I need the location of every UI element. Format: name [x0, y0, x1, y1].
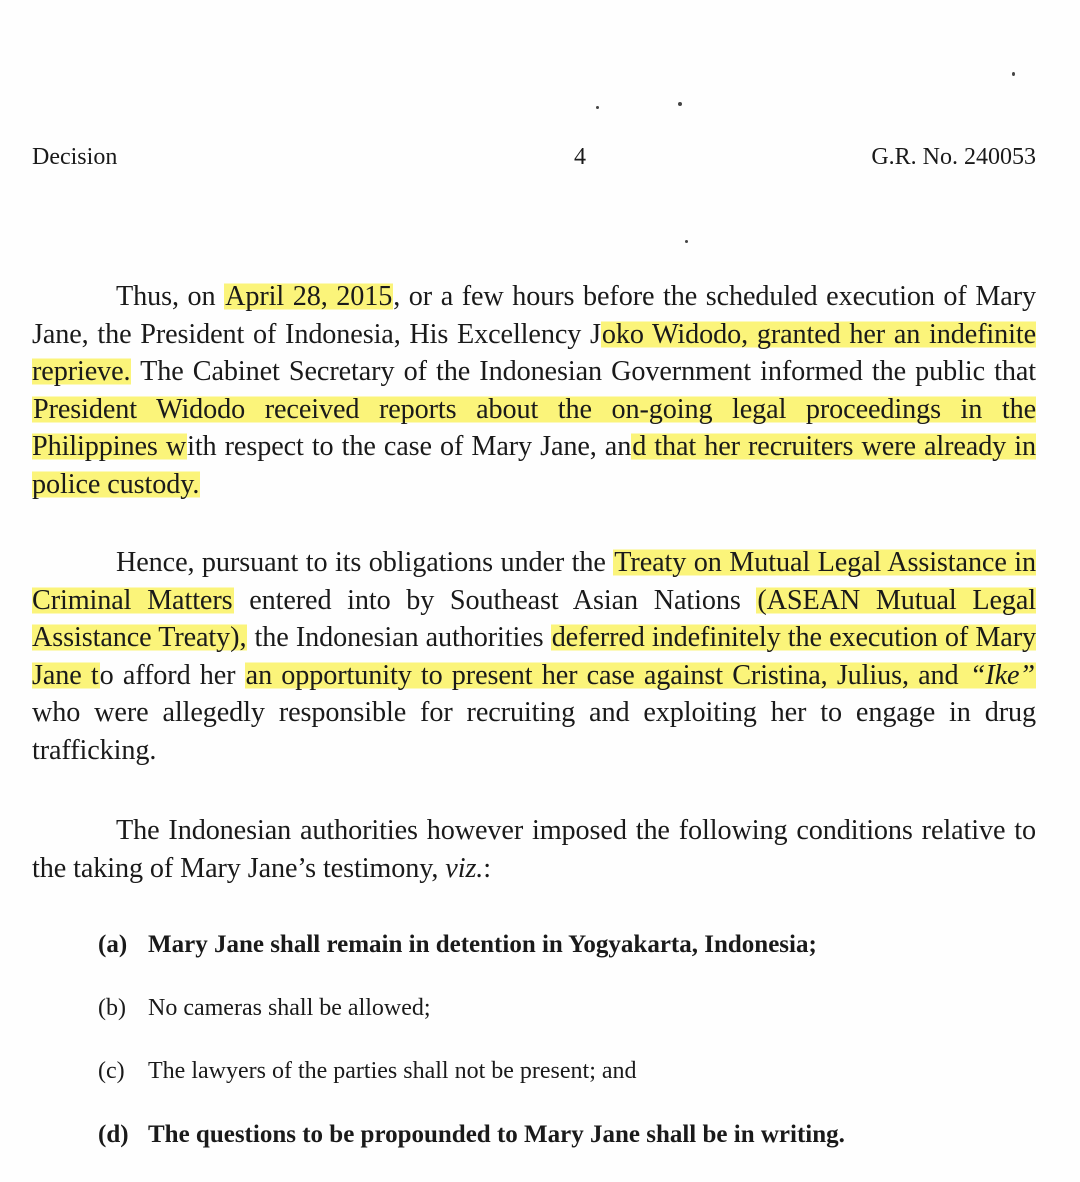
text: ith respect to the case of Mary Jane, an: [187, 431, 632, 462]
condition-label: (a): [98, 931, 128, 958]
highlight-opportunity: an opportunity to present her case against Cristina, Julius, and: [245, 659, 968, 691]
condition-a: [98, 931, 817, 959]
highlight-deferred: deferred indefinitely the execution of Mary Jane t: [32, 622, 1036, 691]
condition-d: [98, 1121, 845, 1149]
highlight-reports: President Widodo received reports about the on-going legal proceedings in the Philippines w: [32, 393, 1036, 462]
viz-abbrev: viz.: [445, 852, 484, 884]
case-number: G.R. No. 240053: [871, 144, 1036, 170]
text: the Indonesian authorities: [247, 622, 551, 653]
text: , or a few hours before the scheduled execution of Mary Jane, the President of Indonesia, His Excellency J: [32, 281, 1036, 350]
condition-label: (c): [98, 1058, 125, 1084]
condition-c: [98, 1058, 637, 1085]
text: :: [483, 852, 491, 884]
scan-speck: [685, 240, 688, 243]
condition-text: The questions to be propounded to Mary Jane shall be in writing.: [148, 1121, 845, 1148]
text: who were allegedly responsible for recruiting and exploiting her to engage in drug trafficking.: [32, 697, 1036, 766]
text: The Indonesian authorities however imposed the following conditions relative to the taking of Mary Jane’s testimony,: [32, 815, 1036, 884]
paragraph-conditions-intro: [32, 812, 1036, 887]
paragraph-reprieve: [32, 278, 1036, 503]
condition-text: The lawyers of the parties shall not be present; and: [148, 1058, 637, 1084]
condition-label: (d): [98, 1121, 129, 1148]
condition-text: No cameras shall be allowed;: [148, 995, 431, 1021]
text: Hence, pursuant to its obligations under the: [116, 547, 614, 578]
text: Thus, on: [116, 281, 225, 312]
scan-speck: [1012, 72, 1015, 76]
condition-label: (b): [98, 995, 126, 1021]
page-number: 4: [574, 144, 586, 170]
highlight-treaty: Treaty on Mutual Legal Assistance in Criminal Matters: [32, 547, 1036, 616]
scan-speck: [678, 102, 682, 106]
text: The Cabinet Secretary of the Indonesian Government informed the public that: [131, 356, 1036, 387]
highlight-reprieve: oko Widodo, granted her an indefinite reprieve.: [32, 318, 1037, 387]
document-type: Decision: [32, 144, 118, 170]
paragraph-treaty: [32, 544, 1036, 769]
highlight-asean: (ASEAN Mutual Legal Assistance Treaty),: [32, 584, 1036, 653]
page-header: [32, 140, 1036, 176]
text: o afford her: [99, 659, 245, 691]
scan-speck: [596, 106, 599, 109]
text: entered into by Southeast Asian Nations: [233, 584, 757, 616]
highlight-date: April 28, 2015: [225, 281, 393, 312]
highlight-ike: “Ike”: [969, 659, 1036, 691]
condition-b: [98, 995, 431, 1022]
condition-text: Mary Jane shall remain in detention in Yogyakarta, Indonesia;: [148, 931, 817, 958]
highlight-custody: d that her recruiters were already in police custody.: [32, 431, 1036, 500]
